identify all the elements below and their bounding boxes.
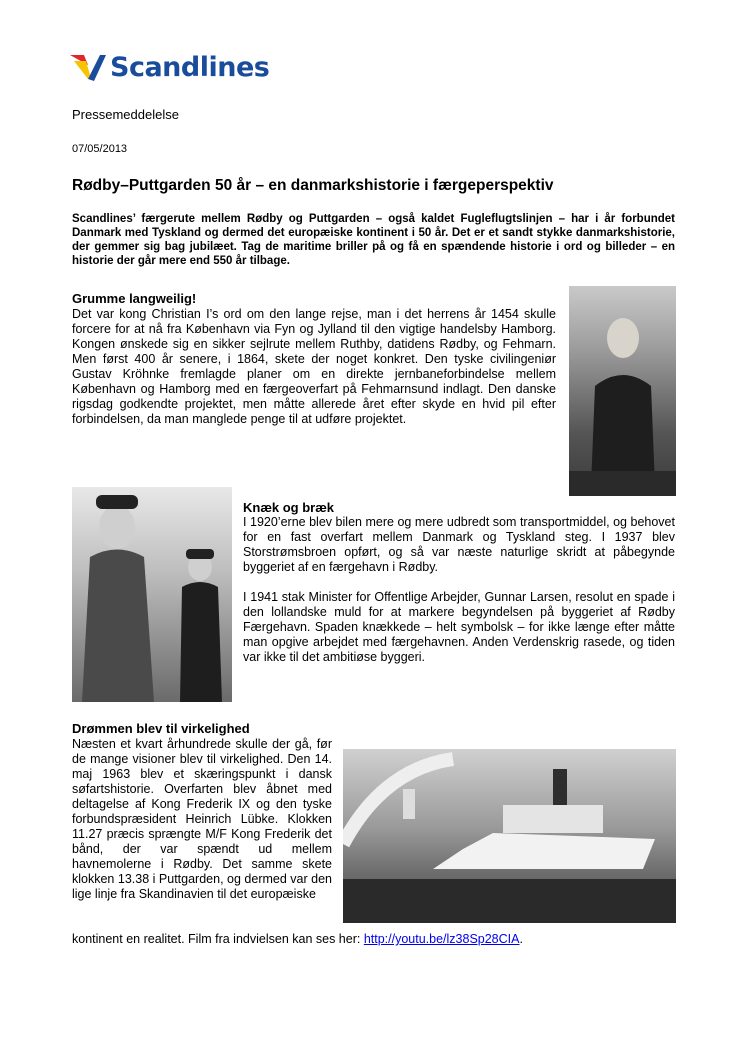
groundbreaking-photo bbox=[72, 487, 232, 702]
document-type-label: Pressemeddelelse bbox=[72, 107, 179, 122]
ferry-photo bbox=[343, 749, 676, 923]
youtube-link[interactable]: http://youtu.be/lz38Sp28CIA bbox=[363, 932, 520, 946]
last-line-text: kontinent en realitet. Film fra indvielsen kan ses her: bbox=[72, 932, 364, 946]
section-heading-2: Knæk og bræk bbox=[243, 500, 335, 515]
section-heading-1: Grumme langweilig! bbox=[72, 291, 197, 306]
portrait-photo bbox=[569, 286, 676, 496]
section-text-1: Det var kong Christian I’s ord om den lange rejse, man i det herrens år 1454 skulle forcere for at nå fra København via Fyn og Jylland til den vigtige handelsby Hamborg. Kongen ønskede sig en sikker sejlrute mellem Ruthby, datidens Rødby, og Fehmarn. Men først 400 år senere, i 1864, skete der noget konkret. Den tyske civilingeniør Gustav Kröhnke fremlagde planer om en direkte jernbaneforbindelse mellem København og Hamborg med en færgeoverfart på Fehmarnsund indlagt. Den danske rigsdag godkendte projektet, men måtte allerede året efter skyde en hvid pil efter forbindelsen, da man manglede penge til at udføre projektet. bbox=[72, 307, 556, 426]
document-date: 07/05/2013 bbox=[72, 143, 128, 155]
last-line-period: . bbox=[519, 932, 523, 946]
scandlines-logo bbox=[70, 50, 269, 84]
section-text-3: Næsten et kvart århundrede skulle der gå, før de mange visioner blev til virkelighed. Den 14. maj 1963 blev et skæringspunkt i dansk søfartshistorie. Overfarten blev åbnet med deltagelse af Kong Frederik IX og den tyske forbundspræsident Heinrich Lübke. Klokken 11.27 præcis sprængte M/F Kong Frederik det bånd, der var spændt ud mellem havnemolerne i Rødby. Det samme skete klokken 13.38 i Puttgarden, og dermed var den lige linje fra Skandinavien til det europæiske bbox=[72, 737, 332, 901]
lead-paragraph: Scandlines’ færgerute mellem Rødby og Puttgarden – også kaldet Fugleflugtslinjen – har i år forbundet Danmark med Tyskland og dermed det europæiske kontinent i 50 år. Det er et sandt stykke danmarkshistorie, der gemmer sig bag jubilæet. Tag de maritime briller på og få en spændende historie i ord og billeder – en historie der går mere end 550 år tilbage. bbox=[72, 213, 675, 267]
page-title: Rødby–Puttgarden 50 år – en danmarkshistorie i færgeperspektiv bbox=[72, 177, 554, 194]
section-text-2b: I 1941 stak Minister for Offentlige Arbejder, Gunnar Larsen, resolut en spade i den lollandske muld for at markere begyndelsen på byggeriet af Rødby Færgehavn. Spaden knækkede – helt symbolsk – for ikke længe efter måtte man opgive arbejdet med færgehavnen. Anden Verdenskrig rasede, og tiden var ikke til det ambitiøse byggeri. bbox=[243, 590, 675, 664]
section-text-2a: I 1920’erne blev bilen mere og mere udbredt som transportmiddel, og behovet for en fast overfart mellem Danmark og Tyskland steg. I 1937 blev Storstrømsbroen opført, og så var næste naturlige skridt at påbegynde byggeriet af en færgehavn i Rødby. bbox=[243, 515, 675, 574]
brand-name: Scandlines bbox=[110, 51, 270, 83]
section-heading-3: Drømmen blev til virkelighed bbox=[72, 721, 250, 736]
scandlines-chevron-icon bbox=[70, 53, 106, 81]
section-text-3-last-line bbox=[72, 932, 676, 947]
